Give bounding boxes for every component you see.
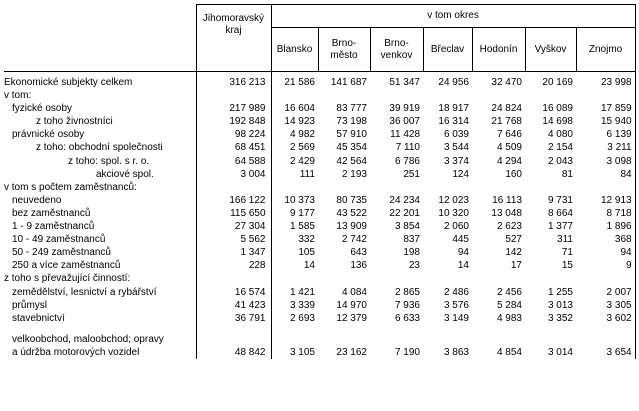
district-header <box>525 28 576 72</box>
district-value <box>271 272 318 285</box>
row-label: stavebnictví <box>12 312 65 324</box>
district-value: 24 824 <box>491 103 522 115</box>
district-value <box>576 181 635 194</box>
district-value: 643 <box>350 247 367 259</box>
district-value: 3 339 <box>289 299 315 311</box>
district-value: 3 854 <box>394 221 420 233</box>
district-value: 83 777 <box>336 103 367 115</box>
table-row <box>4 220 635 233</box>
district-value: 1 585 <box>289 221 315 233</box>
district-value: 80 735 <box>336 194 367 206</box>
district-value: 84 <box>576 168 635 181</box>
region-value: 5 562 <box>196 233 271 246</box>
district-value: 198 <box>403 247 420 259</box>
row-label: z toho: spol. s r. o. <box>68 155 150 167</box>
district-value <box>423 333 472 346</box>
table-row <box>4 286 635 299</box>
table-row <box>4 246 635 259</box>
district-value: 45 354 <box>336 142 367 154</box>
district-value: 1 377 <box>547 221 573 233</box>
district-value: 73 198 <box>336 116 367 128</box>
district-value: 16 604 <box>284 103 315 115</box>
region-value: 1 347 <box>196 246 271 259</box>
district-value: 4 854 <box>496 346 522 358</box>
district-value: 837 <box>403 234 420 246</box>
row-label: z toho: obchodní společnosti <box>36 142 163 154</box>
district-value: 1 421 <box>289 286 315 298</box>
district-value: 71 <box>561 247 573 259</box>
district-value: 14 923 <box>284 116 315 128</box>
district-value <box>576 272 635 285</box>
district-value: 57 910 <box>336 129 367 141</box>
district-value: 51 347 <box>389 77 420 88</box>
table-row <box>4 272 635 285</box>
table-row <box>4 259 635 272</box>
district-value: 4 084 <box>341 286 367 298</box>
district-value: 9 177 <box>289 207 315 219</box>
district-value: 445 <box>452 234 469 246</box>
row-label: v tom: <box>4 90 32 102</box>
district-value: 111 <box>299 168 315 180</box>
district-value: 8 718 <box>576 207 635 220</box>
statistics-table-container <box>4 4 635 409</box>
district-value <box>318 325 370 333</box>
district-header-text: Břeclav <box>430 43 465 55</box>
district-value: 3 654 <box>576 346 635 359</box>
district-value: 23 998 <box>576 72 635 90</box>
region-value <box>196 272 271 285</box>
row-label: 1 - 9 zaměstnanců <box>12 221 95 233</box>
table-row <box>4 72 635 90</box>
district-value <box>525 181 576 194</box>
district-value <box>370 181 423 194</box>
district-header-text: Znojmo <box>588 43 623 55</box>
district-value <box>472 272 525 285</box>
district-value: 36 007 <box>389 116 420 128</box>
district-value: 4 509 <box>496 142 522 154</box>
district-header-text: Blansko <box>276 43 313 55</box>
district-value <box>271 333 318 346</box>
row-label: akciové spol. <box>96 168 154 180</box>
district-value: 2 007 <box>576 286 635 299</box>
district-value <box>318 272 370 285</box>
district-value: 142 <box>505 247 522 259</box>
row-label: 10 - 49 zaměstnanců <box>12 234 106 246</box>
region-value: 98 224 <box>196 128 271 141</box>
district-value: 2 154 <box>547 142 573 154</box>
district-value: 2 693 <box>289 312 315 324</box>
region-value: 217 989 <box>196 102 271 115</box>
district-value: 3 305 <box>576 299 635 312</box>
region-value: 68 451 <box>196 141 271 154</box>
table-row <box>4 194 635 207</box>
district-value: 16 113 <box>492 194 522 206</box>
district-value: 2 865 <box>394 286 420 298</box>
district-header-text: venkov <box>380 49 413 61</box>
row-label <box>4 325 196 333</box>
district-value <box>525 272 576 285</box>
district-value: 22 201 <box>389 207 420 219</box>
district-value: 10 320 <box>438 207 469 219</box>
district-value: 527 <box>505 234 522 246</box>
row-label: 250 a více zaměstnanců <box>12 260 121 272</box>
districts-caption: v tom okres <box>271 5 635 28</box>
district-value: 141 687 <box>330 77 367 88</box>
district-value: 81 <box>561 168 573 180</box>
statistics-table <box>4 4 636 359</box>
district-header <box>423 28 472 72</box>
district-value: 94 <box>457 247 469 259</box>
district-value: 43 522 <box>336 207 367 219</box>
region-value: 228 <box>196 259 271 272</box>
district-value: 6 139 <box>576 128 635 141</box>
row-label: zemědělství, lesnictví a rybářství <box>12 286 157 298</box>
row-label: v tom s počtem zaměstnanců: <box>4 181 137 193</box>
district-value: 3 149 <box>443 312 469 324</box>
district-value: 12 913 <box>576 194 635 207</box>
district-value <box>576 89 635 102</box>
district-value: 4 983 <box>496 312 522 324</box>
region-value: 36 791 <box>196 312 271 325</box>
district-value: 6 633 <box>394 312 420 324</box>
region-header <box>196 5 271 72</box>
district-header <box>472 28 525 72</box>
table-row <box>4 102 635 115</box>
district-value <box>370 325 423 333</box>
district-value: 251 <box>403 168 420 180</box>
table-row <box>4 333 635 346</box>
district-value <box>576 333 635 346</box>
district-value: 7 936 <box>394 299 420 311</box>
district-value: 9 <box>576 259 635 272</box>
district-value: 7 190 <box>394 346 420 358</box>
region-value <box>196 325 271 333</box>
region-value <box>196 333 271 346</box>
district-value: 2 043 <box>547 155 573 167</box>
district-header-text: Brno- <box>384 37 409 49</box>
district-value: 39 919 <box>389 103 420 115</box>
table-body <box>4 72 635 359</box>
district-value: 3 544 <box>443 142 469 154</box>
district-value: 3 576 <box>443 299 469 311</box>
district-value: 8 664 <box>547 207 573 219</box>
district-value <box>271 325 318 333</box>
district-value: 17 859 <box>576 102 635 115</box>
district-value: 3 602 <box>576 312 635 325</box>
row-label: bez zaměstnanců <box>12 207 91 219</box>
district-value <box>472 333 525 346</box>
district-value <box>472 325 525 333</box>
row-label: právnické osoby <box>12 129 85 141</box>
row-label: 50 - 249 zaměstnanců <box>12 247 111 259</box>
table-row <box>4 312 635 325</box>
district-value: 2 193 <box>341 168 367 180</box>
spacer-row <box>4 325 635 333</box>
district-value: 14 698 <box>542 116 573 128</box>
district-value: 20 169 <box>542 77 573 88</box>
table-row <box>4 155 635 168</box>
table-row <box>4 346 635 359</box>
district-value: 21 768 <box>491 116 522 128</box>
district-value: 13 909 <box>336 221 367 233</box>
district-value: 7 646 <box>496 129 522 141</box>
district-value: 2 456 <box>496 286 522 298</box>
district-value: 24 956 <box>438 77 469 88</box>
row-label: fyzické osoby <box>12 103 73 115</box>
district-value <box>472 89 525 102</box>
district-value: 105 <box>298 247 315 259</box>
table-row <box>4 115 635 128</box>
region-header-label: Jihomoravský kraj <box>202 13 265 36</box>
district-value: 2 742 <box>341 234 367 246</box>
district-value: 18 917 <box>438 103 469 115</box>
district-value: 7 110 <box>395 142 420 154</box>
district-value: 3 863 <box>443 346 469 358</box>
district-header <box>576 28 635 72</box>
district-value: 10 373 <box>284 194 315 206</box>
district-value: 311 <box>557 234 573 246</box>
region-value: 41 423 <box>196 299 271 312</box>
district-header-text: Vyškov <box>534 43 567 55</box>
district-value <box>370 333 423 346</box>
district-value: 368 <box>576 233 635 246</box>
district-value: 5 284 <box>496 299 522 311</box>
district-value: 332 <box>298 234 315 246</box>
district-value: 160 <box>505 168 522 180</box>
district-value: 21 586 <box>284 77 315 88</box>
district-value <box>525 333 576 346</box>
district-value: 1 255 <box>547 286 573 298</box>
region-value <box>196 89 271 102</box>
row-label: neuvedeno <box>12 194 62 206</box>
district-value <box>423 181 472 194</box>
district-value: 14 970 <box>336 299 367 311</box>
row-label: Ekonomické subjekty celkem <box>4 77 133 88</box>
region-value: 48 842 <box>196 346 271 359</box>
table-row <box>4 168 635 181</box>
table-row <box>4 128 635 141</box>
row-label: z toho živnostníci <box>36 116 113 128</box>
district-header <box>370 28 423 72</box>
region-value: 16 574 <box>196 286 271 299</box>
table-row <box>4 181 635 194</box>
district-value: 2 486 <box>443 286 469 298</box>
district-value: 3 211 <box>576 141 635 154</box>
district-value: 12 379 <box>336 312 367 324</box>
district-value: 16 314 <box>438 116 469 128</box>
district-value: 14 <box>303 260 315 272</box>
region-value: 27 304 <box>196 220 271 233</box>
district-value <box>370 89 423 102</box>
district-value <box>318 333 370 346</box>
district-value: 4 982 <box>289 129 315 141</box>
row-label: průmysl <box>12 299 48 311</box>
district-value <box>271 89 318 102</box>
district-value: 124 <box>452 168 469 180</box>
district-value: 16 089 <box>542 103 573 115</box>
district-value: 2 569 <box>289 142 315 154</box>
district-value: 4 080 <box>547 129 573 141</box>
district-value <box>576 325 635 333</box>
district-value: 23 162 <box>336 346 367 358</box>
header-blank-cell <box>4 5 196 72</box>
region-value <box>196 181 271 194</box>
district-value: 13 048 <box>491 207 522 219</box>
district-value: 23 <box>408 260 420 272</box>
district-value: 2 429 <box>289 155 315 167</box>
table-row <box>4 89 635 102</box>
district-value <box>271 181 318 194</box>
district-value: 9 731 <box>547 194 573 206</box>
row-label: velkoobchod, maloobchod; opravy <box>12 333 164 345</box>
district-value: 15 940 <box>576 115 635 128</box>
district-value: 6 039 <box>443 129 469 141</box>
district-header-text: město <box>330 49 358 61</box>
district-value: 3 013 <box>547 299 573 311</box>
district-value: 3 098 <box>576 155 635 168</box>
region-value: 64 588 <box>196 155 271 168</box>
region-value: 115 650 <box>196 207 271 220</box>
district-value <box>423 89 472 102</box>
table-row <box>4 207 635 220</box>
district-value: 3 374 <box>443 155 469 167</box>
district-value <box>525 325 576 333</box>
district-value <box>423 272 472 285</box>
district-value: 1 896 <box>576 220 635 233</box>
district-value: 2 060 <box>443 221 469 233</box>
region-value: 316 213 <box>196 72 271 90</box>
district-value: 3 352 <box>547 312 573 324</box>
district-value: 3 014 <box>547 346 573 358</box>
district-value: 6 786 <box>394 155 420 167</box>
table-row <box>4 299 635 312</box>
district-value: 94 <box>576 246 635 259</box>
district-value: 2 623 <box>496 221 522 233</box>
district-value: 12 023 <box>438 194 469 206</box>
table-row <box>4 141 635 154</box>
region-value: 3 004 <box>196 168 271 181</box>
district-header-text: Hodonín <box>479 43 518 55</box>
district-value <box>525 89 576 102</box>
district-value: 15 <box>561 260 573 272</box>
district-value <box>318 89 370 102</box>
district-header-text: Brno- <box>331 37 357 49</box>
region-value: 166 122 <box>196 194 271 207</box>
district-value <box>318 181 370 194</box>
table-row <box>4 233 635 246</box>
district-value <box>370 272 423 285</box>
row-label: a údržba motorových vozidel <box>12 346 140 358</box>
row-label: z toho s převažující činností: <box>4 273 131 285</box>
district-header <box>271 28 318 72</box>
district-value: 14 <box>457 260 469 272</box>
district-value <box>472 181 525 194</box>
district-value: 17 <box>510 260 522 272</box>
district-value: 3 105 <box>289 346 315 358</box>
district-value: 24 234 <box>389 194 420 206</box>
district-value: 4 294 <box>496 155 522 167</box>
district-header <box>318 28 370 72</box>
district-value: 42 564 <box>336 155 367 167</box>
district-value: 136 <box>350 260 367 272</box>
district-value: 32 470 <box>491 77 522 88</box>
district-value <box>423 325 472 333</box>
region-value: 192 848 <box>196 115 271 128</box>
district-value: 11 428 <box>390 129 420 141</box>
